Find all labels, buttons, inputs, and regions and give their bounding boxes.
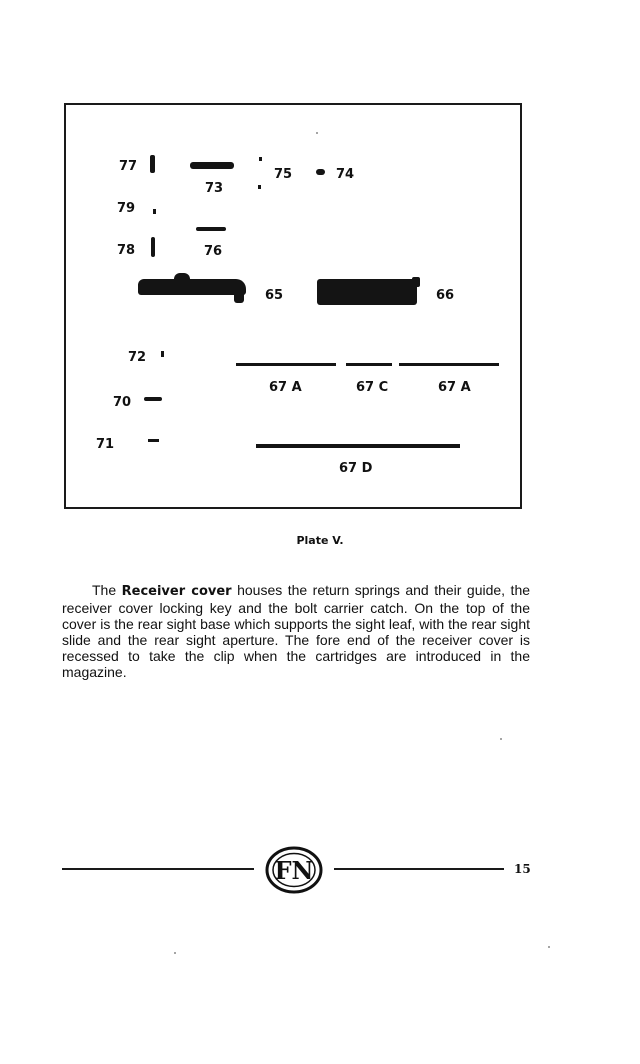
part-78 [151,237,155,257]
part-74 [316,169,325,175]
part-67a-right [399,363,499,366]
label-67a-left: 67 A [269,380,302,395]
part-72 [161,351,164,357]
paragraph-lead: The [92,582,122,598]
plate-figure [64,103,522,509]
label-67c: 67 C [356,380,389,395]
part-67d [256,444,460,448]
plate-caption: Plate V. [296,534,344,547]
part-67c [346,363,392,366]
label-66: 66 [436,288,455,303]
paragraph-bold-term: Receiver cover [121,584,232,599]
label-70: 70 [113,395,132,410]
part-75-pin-bottom [258,185,261,189]
footer-rule-right [334,868,504,870]
body-paragraph [62,582,530,680]
part-67a-left [236,363,336,366]
part-73 [190,162,234,169]
part-75-pin-top [259,157,262,161]
footer-rule-left [62,868,254,870]
label-78: 78 [117,243,136,258]
part-66-tab [412,277,420,287]
label-75: 75 [274,167,293,182]
part-65 [138,279,246,295]
label-72: 72 [128,350,147,365]
scan-speck [548,946,550,948]
paragraph-text: houses the return springs and their guide, the receiver cover locking key and the bolt carrier catch. On the top of the cover is the rear sight base which supports the sight leaf, with the rear sight slide and the rear sight aperture. The fore end of the receiver cover is recessed to take the clip when the cartridges are introduced in the magazine. [62,582,531,680]
part-65-hump [174,273,190,281]
part-77 [150,155,155,173]
scan-speck [500,738,502,740]
part-79 [153,209,156,214]
label-79: 79 [117,201,136,216]
fn-logo-letters: FN [274,856,314,885]
label-71: 71 [96,437,115,452]
label-67a-right: 67 A [438,380,471,395]
label-67d: 67 D [339,461,373,476]
page-number: 15 [514,862,531,876]
scan-speck [316,132,318,134]
label-73: 73 [205,181,224,196]
scan-speck [174,952,176,954]
label-77: 77 [119,159,138,174]
part-66 [317,279,417,305]
label-76: 76 [204,244,223,259]
label-65: 65 [265,288,284,303]
part-71 [148,439,159,442]
label-74: 74 [336,167,355,182]
part-70 [144,397,162,401]
part-65-end [234,283,244,303]
fn-logo-icon [264,845,324,895]
part-76 [196,227,226,231]
